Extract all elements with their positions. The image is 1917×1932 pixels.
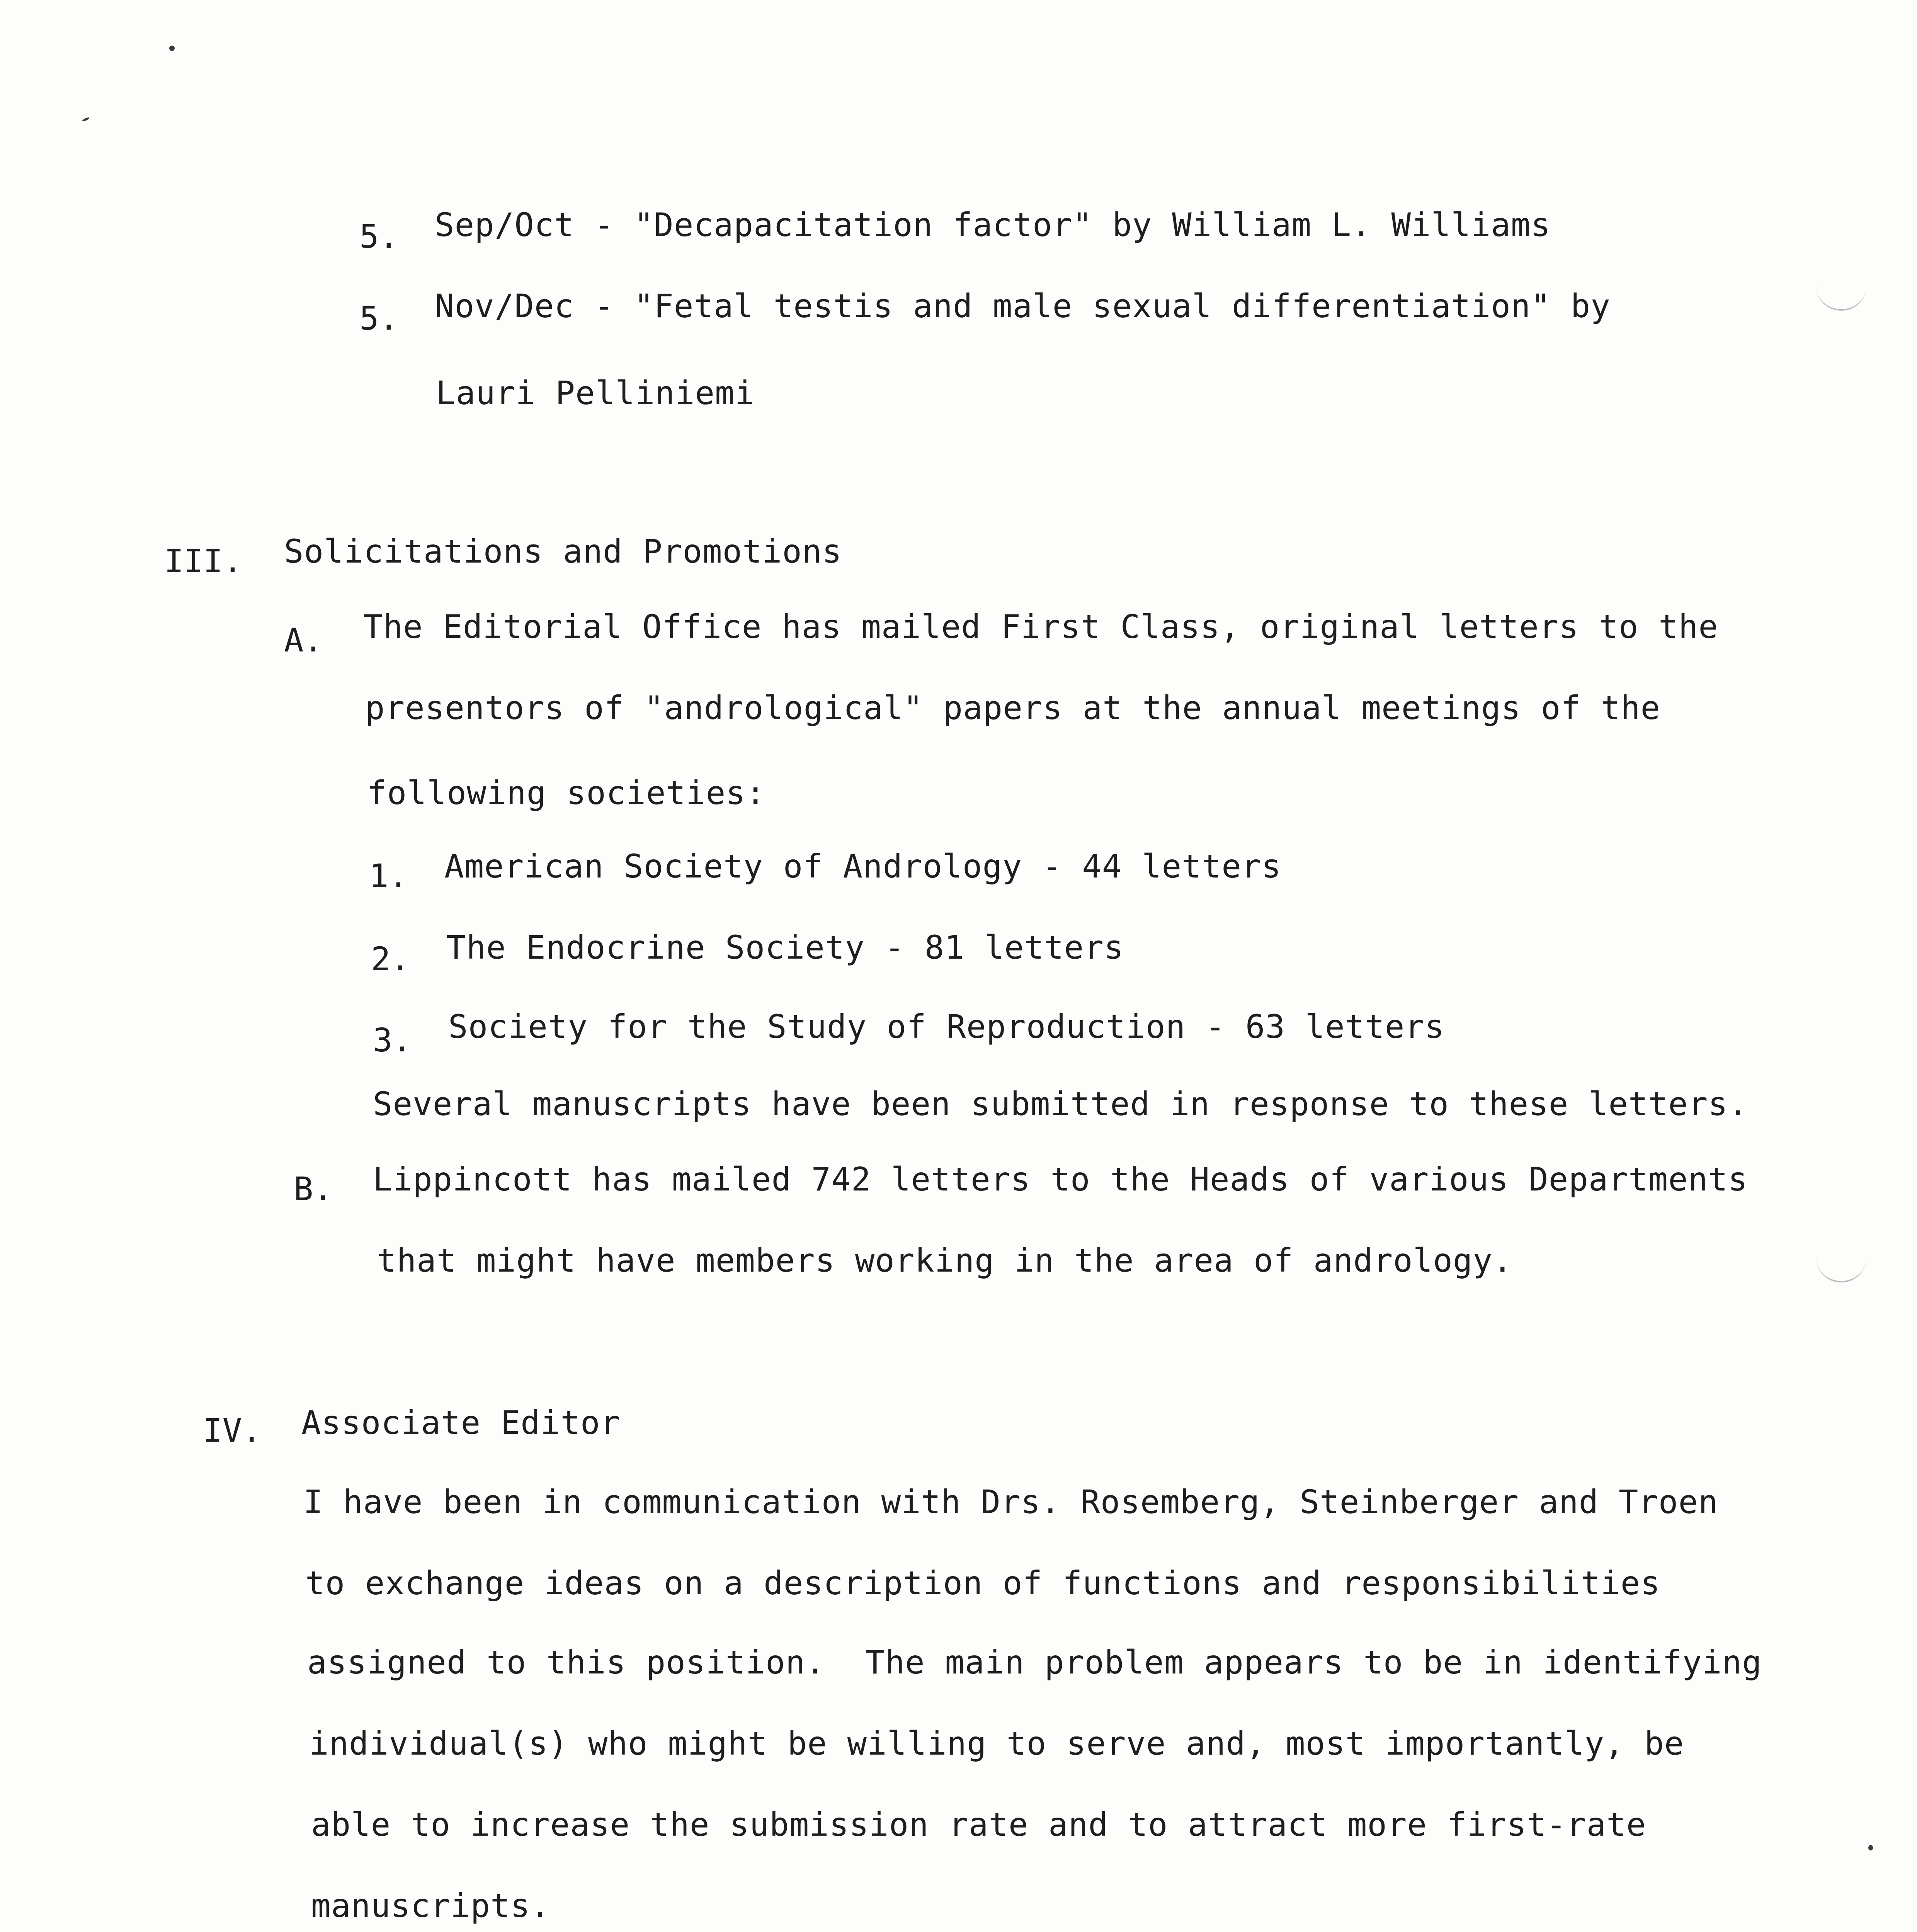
list-number: 5. bbox=[359, 218, 399, 255]
scan-speck bbox=[169, 46, 175, 51]
scan-speck bbox=[82, 117, 90, 122]
list-number: 2. bbox=[371, 940, 410, 978]
list-item-text: Sep/Oct - "Decapacitation factor" by William L. Williams bbox=[435, 206, 1551, 244]
paragraph-line: assigned to this position. The main problem appears to be in identifying bbox=[307, 1643, 1762, 1681]
subsection-label: B. bbox=[294, 1170, 333, 1208]
subsection-label: A. bbox=[284, 621, 323, 659]
scan-speck bbox=[1868, 1845, 1873, 1850]
paragraph-line: individual(s) who might be willing to serve and, most importantly, be bbox=[309, 1725, 1684, 1762]
list-item-text: The Endocrine Society - 81 letters bbox=[446, 929, 1124, 966]
paragraph-line: Several manuscripts have been submitted in response to these letters. bbox=[373, 1085, 1748, 1123]
paragraph-line: manuscripts. bbox=[311, 1887, 550, 1925]
list-number: 3. bbox=[373, 1021, 412, 1059]
paragraph-line: Lippincott has mailed 742 letters to the Heads of various Departments bbox=[373, 1160, 1748, 1198]
paragraph-line: I have been in communication with Drs. Rosemberg, Steinberger and Troen bbox=[303, 1483, 1718, 1521]
list-number: 1. bbox=[369, 857, 408, 895]
list-item-continuation: Lauri Pelliniemi bbox=[436, 374, 755, 412]
paragraph-line: to exchange ideas on a description of functions and responsibilities bbox=[305, 1564, 1660, 1602]
punch-hole-shadow bbox=[1816, 1258, 1866, 1282]
section-heading: Solicitations and Promotions bbox=[284, 532, 842, 570]
section-number: IV. bbox=[203, 1412, 262, 1449]
paragraph-line: that might have members working in the area of andrology. bbox=[377, 1242, 1513, 1279]
punch-hole-shadow bbox=[1816, 286, 1866, 311]
list-item-text: American Society of Andrology - 44 letters bbox=[444, 847, 1282, 885]
paragraph-line: able to increase the submission rate and to attract more first-rate bbox=[311, 1806, 1647, 1844]
paragraph-line: presentors of "andrological" papers at the annual meetings of the bbox=[365, 689, 1661, 727]
list-number: 5. bbox=[359, 299, 399, 337]
list-item-text: Society for the Study of Reproduction - 63 letters bbox=[448, 1008, 1445, 1046]
paragraph-line: The Editorial Office has mailed First Class, original letters to the bbox=[363, 608, 1718, 646]
paragraph-line: following societies: bbox=[367, 774, 766, 812]
section-number: III. bbox=[164, 542, 243, 580]
list-item-text: Nov/Dec - "Fetal testis and male sexual differentiation" by bbox=[435, 287, 1611, 325]
section-heading: Associate Editor bbox=[301, 1404, 621, 1442]
